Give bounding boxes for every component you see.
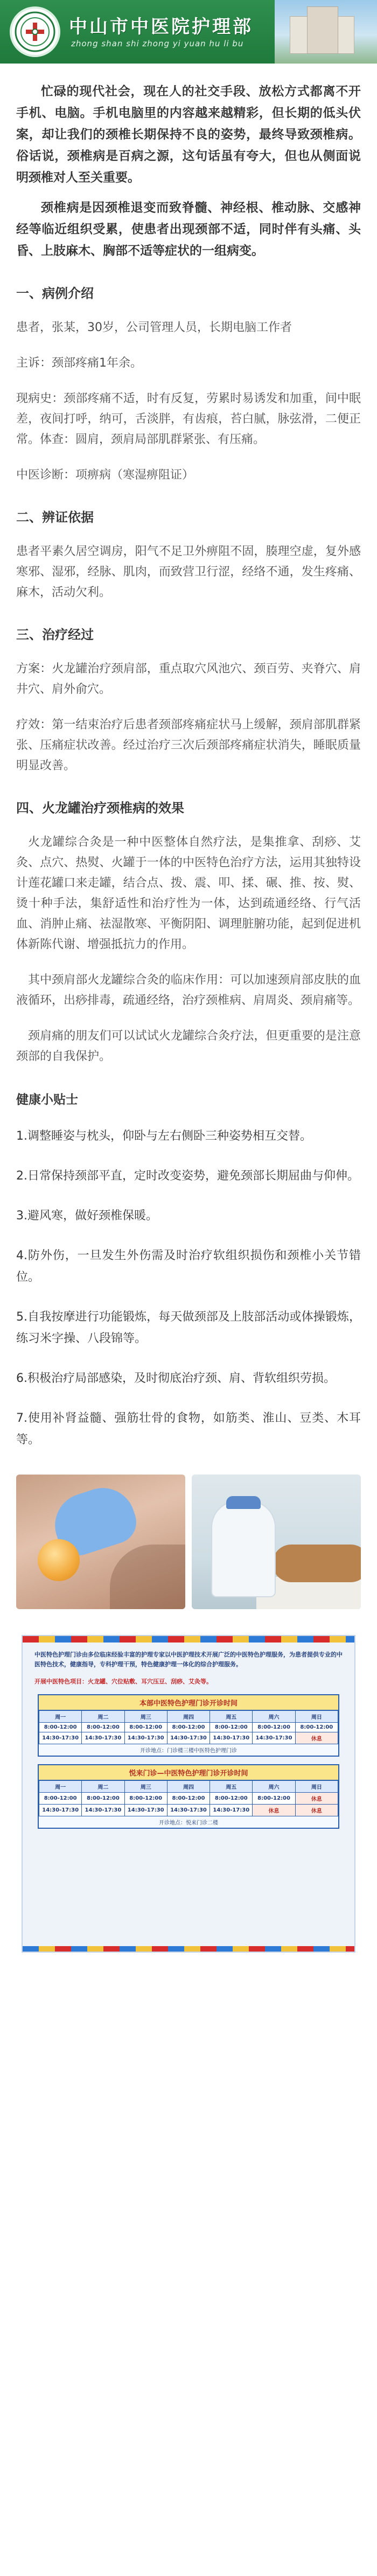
pm-hours: 14:30-17:30 [82, 1805, 124, 1816]
day-header: 周日 [295, 1781, 338, 1793]
section-paragraph: 颈肩痛的朋友们可以试试火龙罐综合灸疗法，但更重要的是注意颈部的自我保护。 [16, 1029, 361, 1063]
pm-hours: 休息 [295, 1732, 338, 1744]
section-paragraph: 火龙罐综合灸是一种中医整体自然疗法，是集推拿、刮痧、艾灸、点穴、热熨、火罐于一体的中医特色治疗方法，运用其独特设计莲花罐口来走罐，结合点、拨、震、叩、揉、碾、推、按、熨、烫十种手法，集舒适性和治疗性为一体，达到疏通经络、行气活血、消肿止痛、祛湿散寒、平衡阴阳、调理脏腑功能，起到促进机体新陈代谢、增强抵抗力的作用。 [16, 836, 361, 951]
pm-hours: 14:30-17:30 [82, 1732, 124, 1744]
day-header: 周四 [167, 1781, 210, 1793]
nurse-treatment-photo [192, 1475, 361, 1609]
tip-item: 3.避风寒，做好颈椎保暖。 [16, 1209, 158, 1223]
schedule-title: 悦来门诊—中医特色护理门诊开诊时间 [39, 1765, 338, 1780]
pm-hours: 14:30-17:30 [39, 1805, 82, 1816]
am-hours: 8:00-12:00 [39, 1793, 82, 1805]
schedule-table-main [38, 1694, 339, 1757]
article-body [0, 81, 377, 1609]
schedule-table-branch [38, 1764, 339, 1829]
day-header: 周六 [253, 1711, 295, 1723]
section-title: 三、治疗经过 [16, 627, 94, 642]
day-header: 周三 [124, 1711, 167, 1723]
hospital-pinyin: zhong shan shi zhong yi yuan hu li bu [71, 39, 244, 48]
intro-paragraph: 颈椎病是因颈椎退变而致脊髓、神经根、椎动脉、交感神经等临近组织受累，使患者出现颈部不适，同时伴有头痛、头昏、上肢麻木、胸部不适等症状的一组病变。 [16, 201, 361, 258]
treatment-photos [16, 1475, 361, 1609]
fire-dragon-cupping-photo [16, 1475, 185, 1609]
pm-hours: 14:30-17:30 [210, 1805, 253, 1816]
am-hours: 8:00-12:00 [39, 1723, 82, 1732]
am-hours: 8:00-12:00 [253, 1723, 295, 1732]
tip-item: 2.日常保持颈部平直，定时改变姿势，避免颈部长期屈曲与仰伸。 [16, 1169, 359, 1183]
pm-hours: 14:30-17:30 [39, 1732, 82, 1744]
header-banner [0, 0, 377, 64]
pm-hours: 14:30-17:30 [124, 1805, 167, 1816]
section-paragraph: 患者平素久居空调房，阳气不足卫外痹阻不固，腠理空虚，复外感寒邪、湿邪，经脉、肌肉，而致营卫行涩，经络不通，发生疼痛、麻木，活动欠利。 [16, 545, 361, 599]
pm-hours: 14:30-17:30 [253, 1732, 295, 1744]
am-hours: 8:00-12:00 [253, 1793, 295, 1805]
section-paragraph: 其中颈肩部火龙罐综合灸的临床作用：可以加速颈肩部皮肤的血液循环，出痧排毒，疏通经络，治疗颈椎病、肩周炎、颈肩痛等。 [16, 973, 361, 1007]
day-header: 周四 [167, 1711, 210, 1723]
pm-hours: 14:30-17:30 [167, 1732, 210, 1744]
poster-services: 开展中医特色项目：火龙罐、穴位贴敷、耳穴压豆、刮痧、艾灸等。 [34, 1678, 212, 1685]
pm-hours: 休息 [295, 1805, 338, 1816]
hospital-building-photo [275, 0, 377, 64]
clinic-schedule-poster [22, 1635, 355, 1953]
am-hours: 8:00-12:00 [210, 1723, 253, 1732]
tip-item: 6.积极治疗局部感染，及时彻底治疗颈、肩、背软组织劳损。 [16, 1372, 336, 1385]
tip-item: 5.自我按摩进行功能锻炼，每天做颈部及上肢部活动或体操锻炼，练习米字操、八段锦等。 [16, 1310, 361, 1345]
day-header: 周一 [39, 1711, 82, 1723]
am-hours: 8:00-12:00 [210, 1793, 253, 1805]
section-title: 二、辨证依据 [16, 510, 94, 525]
day-header: 周五 [210, 1711, 253, 1723]
section-paragraph: 方案：火龙罐治疗颈肩部，重点取穴风池穴、颈百劳、夹脊穴、肩井穴、肩外俞穴。 [16, 662, 361, 696]
pm-hours: 休息 [253, 1805, 295, 1816]
tips-title: 健康小贴士 [16, 1093, 78, 1107]
am-hours: 休息 [295, 1793, 338, 1805]
am-hours: 8:00-12:00 [295, 1723, 338, 1732]
am-hours: 8:00-12:00 [167, 1793, 210, 1805]
day-header: 周六 [253, 1781, 295, 1793]
day-header: 周一 [39, 1781, 82, 1793]
day-header: 周二 [82, 1781, 124, 1793]
intro-paragraph: 忙碌的现代社会，现在人的社交手段、放松方式都离不开手机、电脑。手机电脑里的内容越来越精彩，但长期的低头伏案，却让我们的颈椎长期保持不良的姿势，最终导致颈椎病。俗话说，颈椎病是百病之源，这句话虽有夸大，但也从侧面说明颈椎对人至关重要。 [16, 85, 361, 185]
pm-hours: 14:30-17:30 [210, 1732, 253, 1744]
section-paragraph: 现病史：颈部疼痛不适，时有反复，劳累时易诱发和加重，间中眠差，夜间打呼，纳可，舌淡胖，有齿痕，苔白腻，脉弦滑，二便正常。体查：圆肩，颈肩局部肌群紧张、有压痛。 [16, 392, 361, 446]
section-title: 四、火龙罐治疗颈椎病的效果 [16, 801, 184, 816]
section-paragraph: 疗效：第一结束治疗后患者颈部疼痛症状马上缓解，颈肩部肌群紧张、压痛症状改善。经过治疗三次后颈部疼痛症状消失，睡眠质量明显改善。 [16, 718, 361, 773]
day-header: 周二 [82, 1711, 124, 1723]
section-paragraph: 主诉：颈部疼痛1年余。 [16, 356, 142, 370]
schedule-location: 开诊地点：门诊楼三楼中医特色护理门诊 [39, 1744, 338, 1756]
am-hours: 8:00-12:00 [82, 1793, 124, 1805]
section-title: 一、病例介绍 [16, 286, 94, 301]
pm-hours: 14:30-17:30 [167, 1805, 210, 1816]
hospital-logo [10, 6, 60, 57]
poster-top-border [23, 1636, 354, 1643]
am-hours: 8:00-12:00 [82, 1723, 124, 1732]
am-hours: 8:00-12:00 [124, 1793, 167, 1805]
poster-bottom-border [23, 1946, 354, 1952]
pm-hours: 14:30-17:30 [124, 1732, 167, 1744]
section-paragraph: 患者，张某，30岁，公司管理人员，长期电脑工作者 [16, 321, 292, 334]
day-header: 周日 [295, 1711, 338, 1723]
hospital-emblem-icon [14, 11, 56, 53]
schedule-location: 开诊地点：悦来门诊二楼 [39, 1816, 338, 1828]
day-header: 周五 [210, 1781, 253, 1793]
poster-intro: 中医特色护理门诊由多位临床经验丰富的护理专家以中医护理技术开展广泛的中医特色护理服务，为患者提供专业的中医特色技术，健康指导，专科护理干预，特色健康护理一体化的综合护理服务。 [34, 1651, 343, 1668]
tip-item: 7.使用补肾益髓、强筋壮骨的食物，如筋类、淮山、豆类、木耳等。 [16, 1412, 361, 1447]
tip-item: 1.调整睡姿与枕头，仰卧与左右侧卧三种姿势相互交替。 [16, 1129, 312, 1143]
hospital-name: 中山市中医院护理部 [69, 16, 253, 38]
section-paragraph: 中医诊断：项痹病（寒湿痹阻证） [16, 468, 194, 482]
tip-item: 4.防外伤，一旦发生外伤需及时治疗软组织损伤和颈椎小关节错位。 [16, 1249, 361, 1284]
schedule-title: 本部中医特色护理门诊开诊时间 [39, 1695, 338, 1710]
day-header: 周三 [124, 1781, 167, 1793]
am-hours: 8:00-12:00 [124, 1723, 167, 1732]
am-hours: 8:00-12:00 [167, 1723, 210, 1732]
